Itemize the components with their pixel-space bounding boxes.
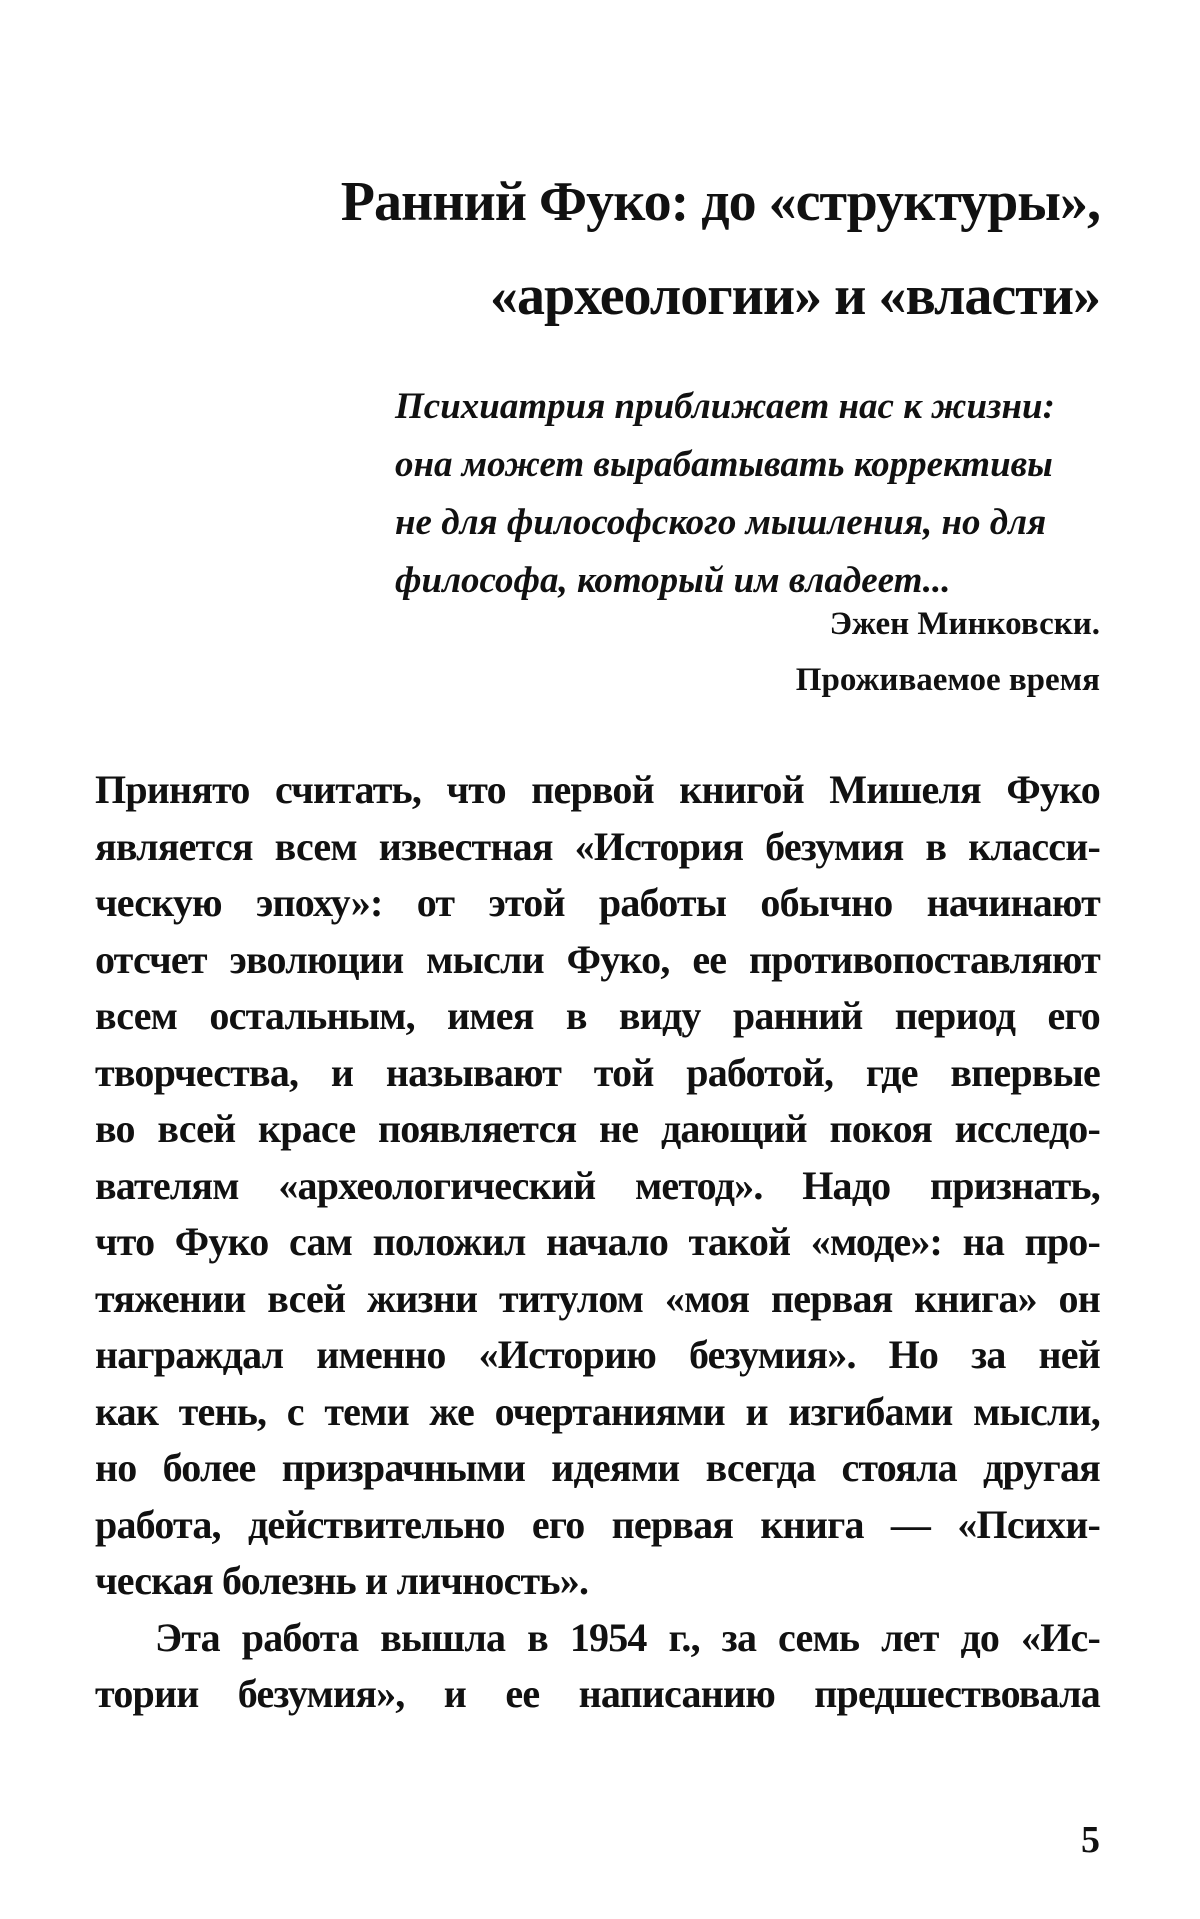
chapter-title-line: «археологии» и «власти» <box>489 265 1100 327</box>
chapter-title <box>260 155 1100 343</box>
text-line: всем остальным, имея в виду ранний период его <box>95 993 1100 1038</box>
text-line: тяжении всей жизни титулом «моя первая книга» он <box>95 1275 1100 1321</box>
text-line: тории безумия», и ее написанию предшествовала <box>95 1671 1100 1716</box>
epigraph-quote <box>395 378 1100 610</box>
text-line: ческая болезнь и личность». <box>95 1558 589 1603</box>
epigraph-work: Проживаемое время <box>795 662 1100 698</box>
text-line: работа, действительно его первая книга — «Психи- <box>95 1501 1100 1547</box>
page-number: 5 <box>1081 1819 1100 1861</box>
text-line: но более призрачными идеями всегда стояла другая <box>95 1445 1100 1490</box>
epigraph-quote-line: философа, который им владеет... <box>395 560 951 601</box>
body-text <box>95 762 1100 1723</box>
epigraph-author: Эжен Минковски. <box>829 606 1100 642</box>
epigraph-quote-line: не для философского мышления, но для <box>395 502 1047 543</box>
paragraph <box>95 1610 1100 1723</box>
text-line: ческую эпоху»: от этой работы обычно начинают <box>95 880 1100 925</box>
text-line: Принято считать, что первой книгой Мишеля Фуко <box>95 767 1100 812</box>
text-line: награждал именно «Историю безумия». Но за ней <box>95 1332 1100 1377</box>
text-line: вателям «археологический метод». Надо признать, <box>95 1162 1100 1208</box>
epigraph <box>395 378 1100 610</box>
text-line: что Фуко сам положил начало такой «моде»: на про- <box>95 1219 1100 1264</box>
paragraph <box>95 762 1100 1610</box>
epigraph-quote-line: она может вырабатывать коррективы <box>395 444 1053 485</box>
text-line: является всем известная «История безумия в класси- <box>95 823 1100 869</box>
epigraph-quote-line: Психиатрия приближает нас к жизни: <box>395 386 1055 427</box>
text-line: Эта работа вышла в 1954 г., за семь лет до «Ис- <box>155 1614 1100 1660</box>
text-line: как тень, с теми же очертаниями и изгибами мысли, <box>95 1388 1100 1434</box>
epigraph-source <box>395 596 1100 708</box>
text-line: отсчет эволюции мысли Фуко, ее противопоставляют <box>95 936 1100 982</box>
text-line: творчества, и называют той работой, где впервые <box>95 1049 1100 1095</box>
chapter-title-line: Ранний Фуко: до «структуры», <box>340 171 1100 233</box>
text-line: во всей красе появляется не дающий покоя исследо- <box>95 1106 1100 1151</box>
